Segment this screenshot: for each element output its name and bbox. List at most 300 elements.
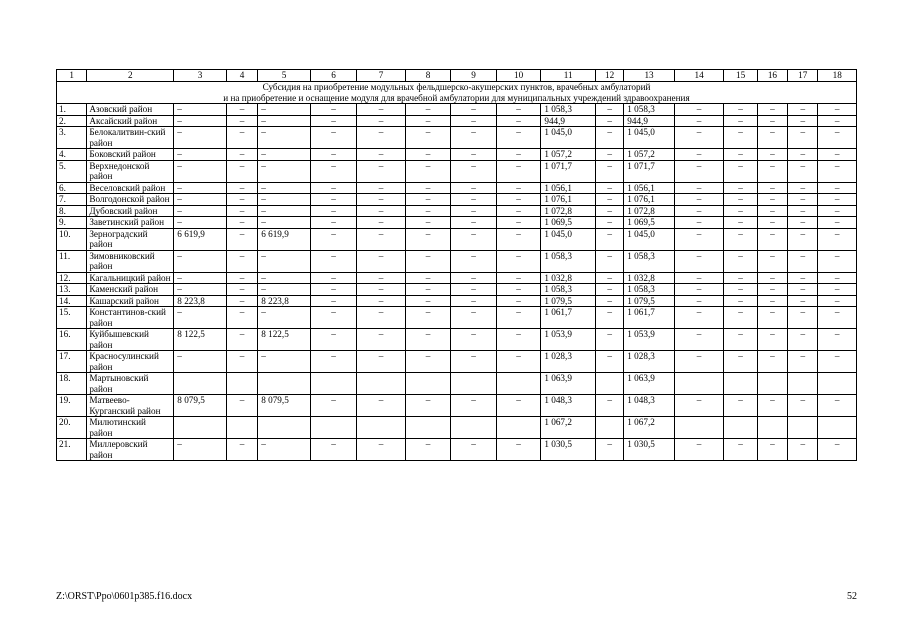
cell-c4: –	[226, 149, 257, 161]
cell-c13: 1 076,1	[624, 194, 675, 206]
district-name: Верхнедонской район	[87, 160, 174, 182]
cell-c6: –	[310, 160, 357, 182]
section-caption	[57, 82, 857, 104]
table-row	[57, 373, 857, 395]
cell-c10: –	[496, 351, 541, 373]
district-name: Зимовниковский район	[87, 250, 174, 272]
cell-c9: –	[451, 160, 497, 182]
cell-c5: 8 079,5	[258, 395, 311, 417]
cell-c6: –	[310, 228, 357, 250]
cell-c4: –	[226, 104, 257, 116]
cell-c18: –	[818, 115, 857, 127]
cell-c6: –	[310, 217, 357, 229]
cell-c6: –	[310, 194, 357, 206]
cell-c12: –	[595, 217, 623, 229]
cell-c13: 1 067,2	[624, 417, 675, 439]
cell-c12: –	[595, 395, 623, 417]
cell-c13: 1 071,7	[624, 160, 675, 182]
cell-c5: –	[258, 160, 311, 182]
cell-c13: 1 056,1	[624, 182, 675, 194]
cell-c10: –	[496, 149, 541, 161]
cell-c4: –	[226, 395, 257, 417]
cell-c17: –	[788, 295, 818, 307]
cell-c10: –	[496, 104, 541, 116]
cell-c18: –	[818, 217, 857, 229]
cell-c5: –	[258, 115, 311, 127]
column-number-header-row	[57, 70, 857, 82]
table-row	[57, 351, 857, 373]
cell-c7: –	[357, 228, 406, 250]
cell-c17: –	[788, 307, 818, 329]
table-row	[57, 439, 857, 461]
cell-c17: –	[788, 284, 818, 296]
cell-c3: –	[174, 149, 227, 161]
cell-c4: –	[226, 217, 257, 229]
cell-c14: –	[674, 149, 724, 161]
cell-c4: –	[226, 307, 257, 329]
column-header: 17	[788, 70, 818, 82]
cell-c10: –	[496, 217, 541, 229]
cell-c8: –	[405, 182, 451, 194]
cell-c14: –	[674, 217, 724, 229]
cell-c10: –	[496, 307, 541, 329]
cell-c5: –	[258, 104, 311, 116]
cell-c12: –	[595, 284, 623, 296]
cell-c7: –	[357, 217, 406, 229]
cell-c8: –	[405, 439, 451, 461]
cell-c3: –	[174, 351, 227, 373]
column-header: 11	[541, 70, 596, 82]
row-number: 5.	[57, 160, 87, 182]
cell-c7: –	[357, 104, 406, 116]
cell-c15: –	[724, 439, 757, 461]
cell-c18: –	[818, 194, 857, 206]
cell-c5: –	[258, 272, 311, 284]
cell-c16: –	[757, 127, 787, 149]
cell-c11: 1 056,1	[541, 182, 596, 194]
cell-c14: –	[674, 439, 724, 461]
cell-c18: –	[818, 127, 857, 149]
column-header: 15	[724, 70, 757, 82]
table-row	[57, 205, 857, 217]
cell-c7: –	[357, 272, 406, 284]
cell-c10: –	[496, 250, 541, 272]
section-title-line-2: и на приобретение и оснащение модуля для врачебной амбулатории для муниципальных учреждений здравоохранения	[223, 92, 690, 103]
district-name: Аксайский район	[87, 115, 174, 127]
cell-c7: –	[357, 284, 406, 296]
cell-c10: –	[496, 272, 541, 284]
district-name: Дубовский район	[87, 205, 174, 217]
cell-c8: –	[405, 104, 451, 116]
cell-c8: –	[405, 272, 451, 284]
cell-c5: –	[258, 284, 311, 296]
cell-c16: –	[757, 329, 787, 351]
cell-c13: 1 061,7	[624, 307, 675, 329]
cell-c5: –	[258, 250, 311, 272]
cell-c10: –	[496, 205, 541, 217]
cell-c5: –	[258, 307, 311, 329]
cell-c12: –	[595, 160, 623, 182]
cell-c18: –	[818, 182, 857, 194]
cell-c12	[595, 373, 623, 395]
row-number: 9.	[57, 217, 87, 229]
cell-c16: –	[757, 228, 787, 250]
cell-c3	[174, 373, 227, 395]
cell-c14: –	[674, 127, 724, 149]
cell-c3: –	[174, 182, 227, 194]
cell-c10	[496, 373, 541, 395]
table-row	[57, 228, 857, 250]
row-number: 8.	[57, 205, 87, 217]
cell-c16: –	[757, 272, 787, 284]
cell-c12: –	[595, 194, 623, 206]
cell-c16: –	[757, 439, 787, 461]
cell-c14: –	[674, 104, 724, 116]
cell-c16: –	[757, 160, 787, 182]
cell-c11: 1 053,9	[541, 329, 596, 351]
cell-c18: –	[818, 149, 857, 161]
cell-c11: 1 032,8	[541, 272, 596, 284]
cell-c4: –	[226, 115, 257, 127]
cell-c17: –	[788, 272, 818, 284]
cell-c3: –	[174, 217, 227, 229]
cell-c8: –	[405, 205, 451, 217]
document-path: Z:\ORST\Ppo\0601p385.f16.docx	[56, 591, 193, 602]
column-header: 14	[674, 70, 724, 82]
cell-c18	[818, 373, 857, 395]
cell-c11: 1 069,5	[541, 217, 596, 229]
table-row	[57, 417, 857, 439]
table-row	[57, 307, 857, 329]
district-name: Волгодонской район	[87, 194, 174, 206]
cell-c17: –	[788, 205, 818, 217]
row-number: 21.	[57, 439, 87, 461]
cell-c16: –	[757, 250, 787, 272]
cell-c14	[674, 373, 724, 395]
cell-c4: –	[226, 250, 257, 272]
cell-c12: –	[595, 228, 623, 250]
table-row	[57, 182, 857, 194]
cell-c11: 944,9	[541, 115, 596, 127]
cell-c11: 1 063,9	[541, 373, 596, 395]
cell-c5: 8 122,5	[258, 329, 311, 351]
row-number: 13.	[57, 284, 87, 296]
column-header: 16	[757, 70, 787, 82]
cell-c11: 1 079,5	[541, 295, 596, 307]
cell-c9: –	[451, 194, 497, 206]
cell-c5: –	[258, 217, 311, 229]
table-row	[57, 149, 857, 161]
cell-c4	[226, 373, 257, 395]
row-number: 1.	[57, 104, 87, 116]
cell-c11: 1 048,3	[541, 395, 596, 417]
cell-c8: –	[405, 250, 451, 272]
cell-c7: –	[357, 307, 406, 329]
cell-c9	[451, 417, 497, 439]
cell-c13: 1 069,5	[624, 217, 675, 229]
cell-c6: –	[310, 115, 357, 127]
cell-c14: –	[674, 182, 724, 194]
cell-c12: –	[595, 329, 623, 351]
cell-c18: –	[818, 307, 857, 329]
cell-c15: –	[724, 194, 757, 206]
cell-c13: 1 048,3	[624, 395, 675, 417]
cell-c9: –	[451, 439, 497, 461]
cell-c12: –	[595, 182, 623, 194]
cell-c5: –	[258, 205, 311, 217]
cell-c10: –	[496, 284, 541, 296]
column-header: 4	[226, 70, 257, 82]
column-header: 9	[451, 70, 497, 82]
cell-c7: –	[357, 329, 406, 351]
cell-c8: –	[405, 194, 451, 206]
cell-c11: 1 058,3	[541, 104, 596, 116]
cell-c3: 8 223,8	[174, 295, 227, 307]
cell-c9: –	[451, 351, 497, 373]
cell-c13: 1 063,9	[624, 373, 675, 395]
cell-c14: –	[674, 284, 724, 296]
row-number: 17.	[57, 351, 87, 373]
table-row	[57, 194, 857, 206]
cell-c14: –	[674, 205, 724, 217]
cell-c3: –	[174, 160, 227, 182]
cell-c9: –	[451, 272, 497, 284]
district-name: Красносулинский район	[87, 351, 174, 373]
cell-c8: –	[405, 228, 451, 250]
cell-c6: –	[310, 205, 357, 217]
row-number: 6.	[57, 182, 87, 194]
cell-c12: –	[595, 272, 623, 284]
district-name: Боковский район	[87, 149, 174, 161]
cell-c17: –	[788, 439, 818, 461]
cell-c14: –	[674, 194, 724, 206]
table-row	[57, 217, 857, 229]
cell-c14	[674, 417, 724, 439]
cell-c14: –	[674, 160, 724, 182]
district-name: Зерноградский район	[87, 228, 174, 250]
cell-c16: –	[757, 182, 787, 194]
cell-c7: –	[357, 160, 406, 182]
cell-c4: –	[226, 182, 257, 194]
cell-c5: –	[258, 149, 311, 161]
cell-c8: –	[405, 284, 451, 296]
cell-c12: –	[595, 439, 623, 461]
column-header: 2	[87, 70, 174, 82]
cell-c6: –	[310, 149, 357, 161]
cell-c10: –	[496, 329, 541, 351]
cell-c3: –	[174, 439, 227, 461]
cell-c5: –	[258, 182, 311, 194]
cell-c17: –	[788, 115, 818, 127]
column-header: 13	[624, 70, 675, 82]
cell-c9: –	[451, 329, 497, 351]
cell-c12: –	[595, 295, 623, 307]
table-row	[57, 272, 857, 284]
cell-c3: –	[174, 194, 227, 206]
cell-c14: –	[674, 272, 724, 284]
cell-c13: 1 032,8	[624, 272, 675, 284]
cell-c13: 1 058,3	[624, 250, 675, 272]
cell-c6: –	[310, 329, 357, 351]
cell-c15	[724, 417, 757, 439]
cell-c8: –	[405, 395, 451, 417]
cell-c12: –	[595, 205, 623, 217]
cell-c16: –	[757, 149, 787, 161]
cell-c10	[496, 417, 541, 439]
cell-c7: –	[357, 182, 406, 194]
cell-c5: –	[258, 194, 311, 206]
column-header: 18	[818, 70, 857, 82]
cell-c9	[451, 373, 497, 395]
row-number: 10.	[57, 228, 87, 250]
cell-c10: –	[496, 194, 541, 206]
cell-c16: –	[757, 351, 787, 373]
district-name: Миллеровский район	[87, 439, 174, 461]
cell-c8: –	[405, 351, 451, 373]
district-name: Кашарский район	[87, 295, 174, 307]
cell-c13: 1 053,9	[624, 329, 675, 351]
cell-c8	[405, 417, 451, 439]
cell-c4: –	[226, 329, 257, 351]
row-number: 3.	[57, 127, 87, 149]
cell-c3: –	[174, 284, 227, 296]
cell-c10: –	[496, 115, 541, 127]
cell-c15: –	[724, 160, 757, 182]
cell-c6: –	[310, 439, 357, 461]
cell-c10: –	[496, 295, 541, 307]
cell-c15: –	[724, 205, 757, 217]
cell-c4	[226, 417, 257, 439]
cell-c6: –	[310, 295, 357, 307]
district-name: Кагальницкий район	[87, 272, 174, 284]
cell-c11: 1 072,8	[541, 205, 596, 217]
cell-c7: –	[357, 194, 406, 206]
cell-c9: –	[451, 115, 497, 127]
cell-c4: –	[226, 351, 257, 373]
cell-c12: –	[595, 250, 623, 272]
cell-c10: –	[496, 182, 541, 194]
row-number: 18.	[57, 373, 87, 395]
cell-c15: –	[724, 329, 757, 351]
cell-c11: 1 058,3	[541, 284, 596, 296]
district-name: Матвеево-Курганский район	[87, 395, 174, 417]
cell-c16: –	[757, 295, 787, 307]
cell-c17: –	[788, 395, 818, 417]
row-number: 12.	[57, 272, 87, 284]
cell-c15: –	[724, 395, 757, 417]
cell-c4: –	[226, 228, 257, 250]
cell-c5: –	[258, 351, 311, 373]
cell-c17	[788, 373, 818, 395]
column-header: 1	[57, 70, 87, 82]
cell-c15: –	[724, 115, 757, 127]
cell-c18: –	[818, 160, 857, 182]
cell-c17: –	[788, 182, 818, 194]
cell-c5: 6 619,9	[258, 228, 311, 250]
table-row	[57, 329, 857, 351]
table-row	[57, 115, 857, 127]
cell-c8: –	[405, 217, 451, 229]
cell-c16: –	[757, 395, 787, 417]
cell-c6: –	[310, 182, 357, 194]
column-header: 12	[595, 70, 623, 82]
cell-c17: –	[788, 217, 818, 229]
cell-c10: –	[496, 395, 541, 417]
cell-c7: –	[357, 115, 406, 127]
table-row	[57, 160, 857, 182]
cell-c15: –	[724, 272, 757, 284]
row-number: 11.	[57, 250, 87, 272]
cell-c11: 1 030,5	[541, 439, 596, 461]
cell-c9: –	[451, 205, 497, 217]
cell-c18: –	[818, 329, 857, 351]
district-name: Милютинский район	[87, 417, 174, 439]
cell-c16	[757, 417, 787, 439]
row-number: 4.	[57, 149, 87, 161]
cell-c13: 1 030,5	[624, 439, 675, 461]
cell-c6	[310, 417, 357, 439]
cell-c17	[788, 417, 818, 439]
cell-c10: –	[496, 160, 541, 182]
cell-c18: –	[818, 284, 857, 296]
cell-c15: –	[724, 104, 757, 116]
cell-c14: –	[674, 329, 724, 351]
cell-c15: –	[724, 217, 757, 229]
cell-c10: –	[496, 127, 541, 149]
table-row	[57, 395, 857, 417]
cell-c15: –	[724, 250, 757, 272]
district-name: Мартыновский район	[87, 373, 174, 395]
cell-c13: 944,9	[624, 115, 675, 127]
district-name: Каменский район	[87, 284, 174, 296]
cell-c4: –	[226, 205, 257, 217]
cell-c12: –	[595, 149, 623, 161]
row-number: 19.	[57, 395, 87, 417]
cell-c17: –	[788, 194, 818, 206]
district-name: Константинов-ский район	[87, 307, 174, 329]
cell-c3: –	[174, 307, 227, 329]
cell-c17: –	[788, 104, 818, 116]
cell-c11: 1 057,2	[541, 149, 596, 161]
cell-c11: 1 028,3	[541, 351, 596, 373]
cell-c16: –	[757, 284, 787, 296]
column-header: 6	[310, 70, 357, 82]
cell-c16: –	[757, 307, 787, 329]
cell-c15: –	[724, 149, 757, 161]
cell-c13: 1 058,3	[624, 104, 675, 116]
cell-c4: –	[226, 295, 257, 307]
cell-c7: –	[357, 149, 406, 161]
cell-c11: 1 045,0	[541, 127, 596, 149]
cell-c3: –	[174, 127, 227, 149]
cell-c14: –	[674, 295, 724, 307]
district-name: Заветинский район	[87, 217, 174, 229]
cell-c9: –	[451, 217, 497, 229]
cell-c15: –	[724, 295, 757, 307]
cell-c16: –	[757, 217, 787, 229]
cell-c7: –	[357, 439, 406, 461]
cell-c6: –	[310, 307, 357, 329]
cell-c8: –	[405, 329, 451, 351]
district-name: Белокалитвин-ский район	[87, 127, 174, 149]
cell-c15: –	[724, 351, 757, 373]
page-number: 52	[847, 591, 857, 602]
cell-c18	[818, 417, 857, 439]
column-header: 7	[357, 70, 406, 82]
cell-c6: –	[310, 104, 357, 116]
cell-c13: 1 045,0	[624, 127, 675, 149]
cell-c6	[310, 373, 357, 395]
